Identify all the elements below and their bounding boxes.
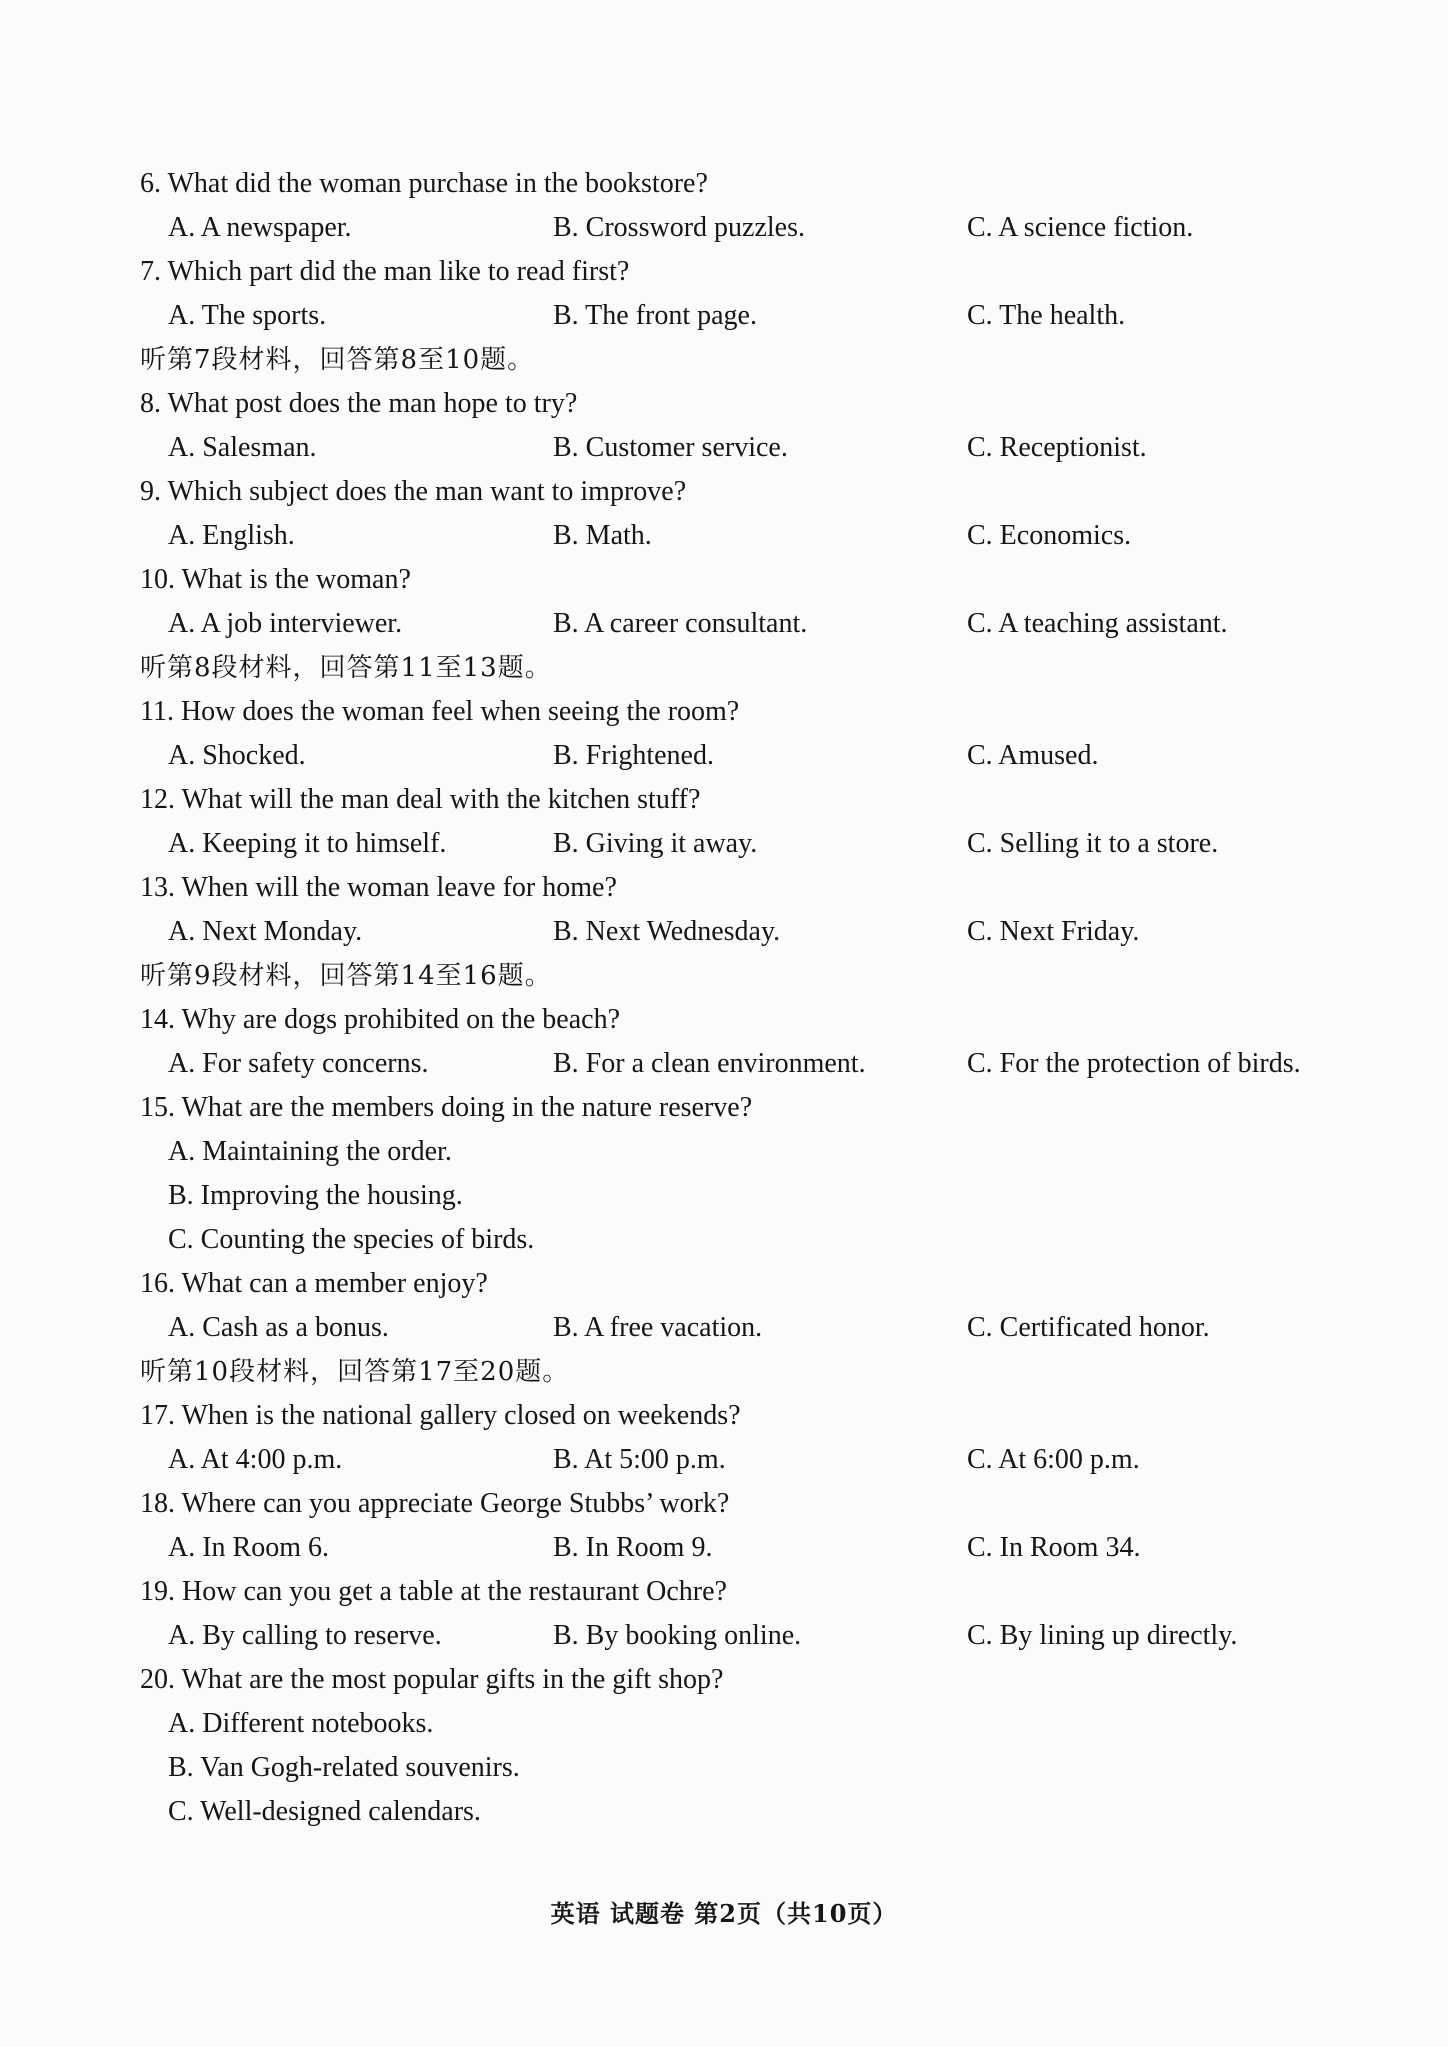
option-c[interactable]: C. A teaching assistant. <box>967 608 1228 639</box>
section-instruction: 听第10段材料，回答第17至20题。 <box>140 1357 570 1387</box>
option-a[interactable]: A. For safety concerns. <box>168 1048 429 1079</box>
option-b[interactable]: B. By booking online. <box>553 1620 802 1651</box>
option-a[interactable]: A. Salesman. <box>168 432 317 463</box>
option-b[interactable]: B. For a clean environment. <box>553 1048 866 1079</box>
question-stem: 16. What can a member enjoy? <box>140 1268 488 1299</box>
question-stem: 8. What post does the man hope to try? <box>140 388 578 419</box>
question-options <box>140 734 1340 778</box>
question-options <box>140 1306 1340 1350</box>
option-b[interactable]: B. At 5:00 p.m. <box>553 1444 726 1475</box>
question-options <box>140 1042 1340 1086</box>
question-12 <box>140 778 1340 866</box>
question-options <box>140 1438 1340 1482</box>
question-10 <box>140 558 1340 646</box>
option-a[interactable]: A. Next Monday. <box>168 916 363 947</box>
option-c[interactable]: C. Amused. <box>967 740 1099 771</box>
option-a[interactable]: A. By calling to reserve. <box>168 1620 442 1651</box>
question-stem: 17. When is the national gallery closed on weekends? <box>140 1400 741 1431</box>
option-c[interactable]: C. Economics. <box>967 520 1132 551</box>
question-options <box>140 1614 1340 1658</box>
question-15 <box>140 1086 1340 1262</box>
question-stem: 6. What did the woman purchase in the bookstore? <box>140 168 708 199</box>
page-footer: 英语 试题卷 第2页（共10页） <box>550 1899 898 1928</box>
option-c[interactable]: C. For the protection of birds. <box>967 1048 1301 1079</box>
question-6 <box>140 162 1340 250</box>
option-b[interactable]: B. Customer service. <box>553 432 788 463</box>
option-c[interactable]: C. By lining up directly. <box>967 1620 1238 1651</box>
option-b[interactable]: B. Improving the housing. <box>168 1180 463 1211</box>
question-stem: 20. What are the most popular gifts in the gift shop? <box>140 1664 724 1695</box>
option-b[interactable]: B. Frightened. <box>553 740 714 771</box>
question-options <box>140 1702 1340 1834</box>
question-stem: 12. What will the man deal with the kitchen stuff? <box>140 784 701 815</box>
option-b[interactable]: B. A free vacation. <box>553 1312 763 1343</box>
option-c[interactable]: C. Next Friday. <box>967 916 1140 947</box>
option-b[interactable]: B. A career consultant. <box>553 608 808 639</box>
option-a[interactable]: A. At 4:00 p.m. <box>168 1444 343 1475</box>
question-options <box>140 514 1340 558</box>
option-c[interactable]: C. Selling it to a store. <box>967 828 1219 859</box>
question-19 <box>140 1570 1340 1658</box>
option-a[interactable]: A. Keeping it to himself. <box>168 828 447 859</box>
option-a[interactable]: A. Different notebooks. <box>168 1708 434 1739</box>
question-7 <box>140 250 1340 338</box>
question-8 <box>140 382 1340 470</box>
question-13 <box>140 866 1340 954</box>
option-b[interactable]: B. Next Wednesday. <box>553 916 781 947</box>
option-b[interactable]: B. Giving it away. <box>553 828 758 859</box>
question-options <box>140 206 1340 250</box>
question-18 <box>140 1482 1340 1570</box>
option-b[interactable]: B. In Room 9. <box>553 1532 713 1563</box>
question-list <box>140 162 1340 1834</box>
question-14 <box>140 998 1340 1086</box>
option-c[interactable]: C. In Room 34. <box>967 1532 1141 1563</box>
option-a[interactable]: A. Maintaining the order. <box>168 1136 452 1167</box>
option-c[interactable]: C. The health. <box>967 300 1126 331</box>
question-20 <box>140 1658 1340 1834</box>
question-options <box>140 294 1340 338</box>
section-instruction: 听第9段材料，回答第14至16题。 <box>140 961 552 991</box>
question-stem: 15. What are the members doing in the nature reserve? <box>140 1092 753 1123</box>
option-b[interactable]: B. Van Gogh-related souvenirs. <box>168 1752 520 1783</box>
option-c[interactable]: C. Well-designed calendars. <box>168 1796 481 1827</box>
option-c[interactable]: C. Certificated honor. <box>967 1312 1210 1343</box>
question-stem: 18. Where can you appreciate George Stubbs’ work? <box>140 1488 730 1519</box>
option-c[interactable]: C. A science fiction. <box>967 212 1194 243</box>
question-options <box>140 602 1340 646</box>
section-instruction: 听第8段材料，回答第11至13题。 <box>140 653 552 683</box>
option-a[interactable]: A. English. <box>168 520 295 551</box>
question-stem: 11. How does the woman feel when seeing the room? <box>140 696 740 727</box>
option-a[interactable]: A. A job interviewer. <box>168 608 403 639</box>
question-stem: 14. Why are dogs prohibited on the beach? <box>140 1004 621 1035</box>
section-instruction: 听第7段材料，回答第8至10题。 <box>140 345 535 375</box>
question-stem: 10. What is the woman? <box>140 564 411 595</box>
question-stem: 7. Which part did the man like to read first? <box>140 256 630 287</box>
option-b[interactable]: B. Math. <box>553 520 652 551</box>
option-a[interactable]: A. A newspaper. <box>168 212 352 243</box>
option-b[interactable]: B. Crossword puzzles. <box>553 212 805 243</box>
question-16 <box>140 1262 1340 1350</box>
question-options <box>140 426 1340 470</box>
question-stem: 13. When will the woman leave for home? <box>140 872 617 903</box>
question-options <box>140 1130 1340 1262</box>
question-stem: 19. How can you get a table at the restaurant Ochre? <box>140 1576 727 1607</box>
option-a[interactable]: A. Cash as a bonus. <box>168 1312 389 1343</box>
option-c[interactable]: C. Counting the species of birds. <box>168 1224 535 1255</box>
question-11 <box>140 690 1340 778</box>
question-options <box>140 910 1340 954</box>
question-options <box>140 822 1340 866</box>
option-a[interactable]: A. Shocked. <box>168 740 306 771</box>
question-9 <box>140 470 1340 558</box>
option-a[interactable]: A. The sports. <box>168 300 327 331</box>
question-17 <box>140 1394 1340 1482</box>
question-stem: 9. Which subject does the man want to improve? <box>140 476 687 507</box>
option-b[interactable]: B. The front page. <box>553 300 757 331</box>
option-c[interactable]: C. At 6:00 p.m. <box>967 1444 1140 1475</box>
option-c[interactable]: C. Receptionist. <box>967 432 1147 463</box>
option-a[interactable]: A. In Room 6. <box>168 1532 329 1563</box>
question-options <box>140 1526 1340 1570</box>
